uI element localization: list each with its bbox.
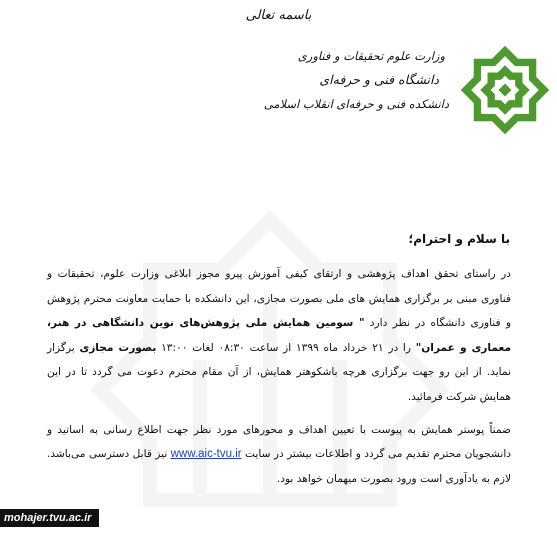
paragraph-poster-info <box>47 418 511 492</box>
university-logo <box>459 44 551 136</box>
org-line-ministry: وزارت علوم تحقیقات و فناوری <box>297 49 445 63</box>
body-text-run: نیز قابل دسترسی می‌باشد. لازم به یادآوری است ورود بصورت میهمان خواهد بود. <box>47 448 511 485</box>
letter-body <box>47 262 511 491</box>
emphasized-text: " سومین همایش ملی پژوهش‌های نوین دانشگاهی در هنر، معماری و عمران" <box>47 317 512 354</box>
org-line-faculty: دانشکده فنی و حرفه‌ای انقلاب اسلامی <box>263 97 449 111</box>
org-line-university: دانشگاه فنی و حرفه‌ای <box>319 72 439 87</box>
body-text-run: ضمناً پوستر همایش به پیوست با تعیین اهداف و محورهای مورد نظر جهت اطلاع رسانی به اساتید و دانشجویان محترم تقدیم می گردد و اطلاعات بیشتر در سایت <box>47 423 511 461</box>
conference-website-link[interactable]: www.aic-tvu.ir <box>170 448 242 461</box>
salutation: با سلام و احترام؛ <box>408 232 510 246</box>
paragraph-invitation <box>47 262 511 410</box>
emphasized-text: بصورت مجازی <box>79 341 157 354</box>
organization-name <box>264 44 449 116</box>
site-watermark-tag: mohajer.tvu.ac.ir <box>0 509 99 527</box>
bismillah-heading: باسمه تعالی <box>245 8 312 23</box>
body-text-run: در راستای تحقق اهداف پژوهشی و ارتقای کیفی آموزش پیرو مجوز ابلاغی وزارت علوم، تحقیقات و فناوری مبنی بر برگزاری همایش های ملی بصورت مجازی، این دانشکده با حمایت معاونت محترم پژوهش و فناوری دانشگاه در نظر دارد <box>47 268 511 330</box>
body-text-run: برگزار نماید. از این رو جهت برگزاری هرچه باشکوهتر همایش، از آن مقام محترم دعوت می گردد تا در این همایش شرکت فرمائید. <box>47 341 511 403</box>
body-text-run: را در ۲۱ خرداد ماه ۱۳۹۹ از ساعت ۰۸:۳۰ لغات ۱۳:۰۰ <box>156 341 416 354</box>
